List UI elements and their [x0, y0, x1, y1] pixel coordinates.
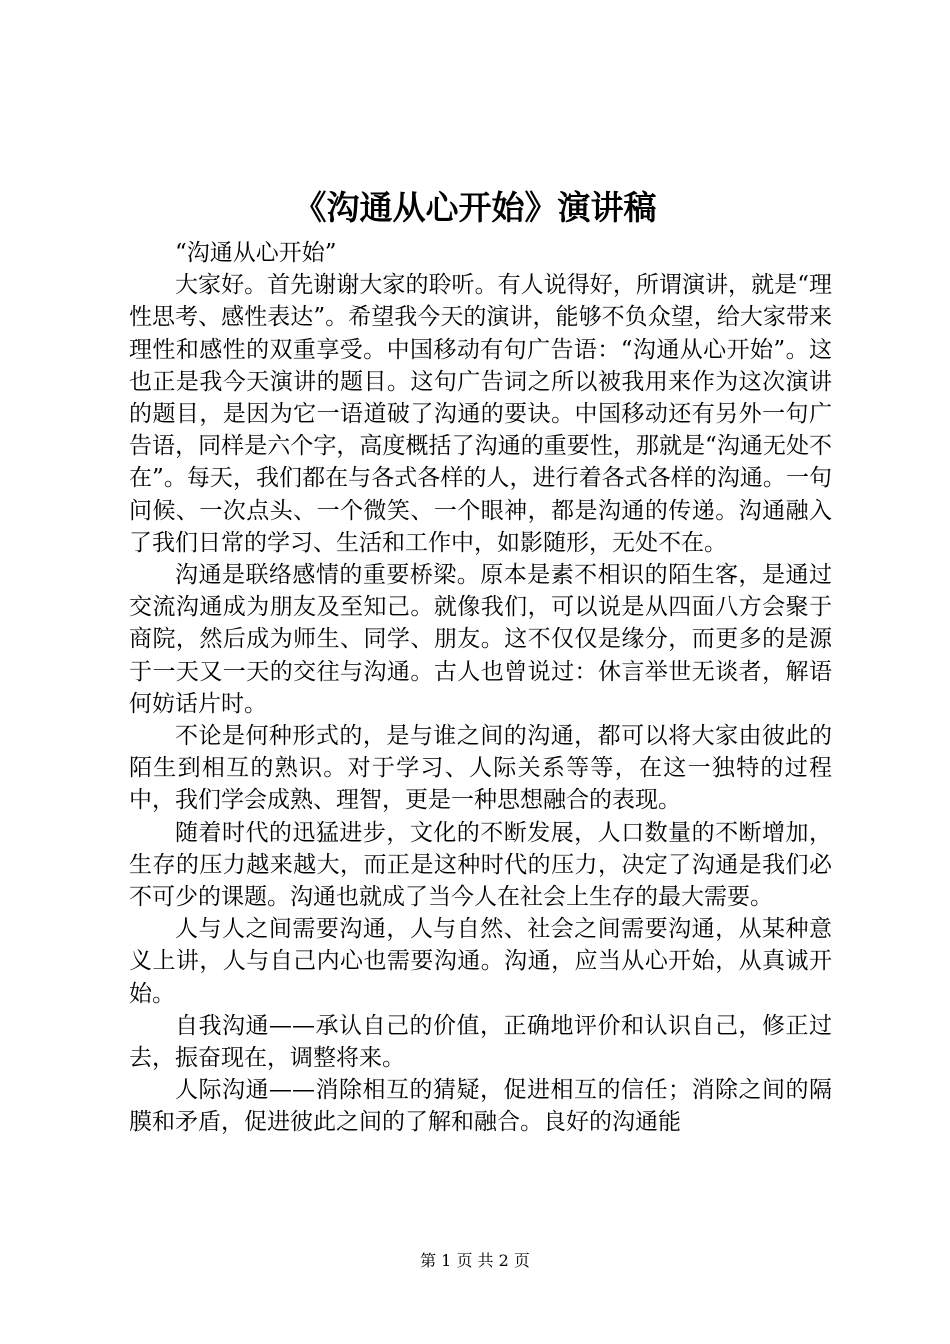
document-title: 《沟通从心开始》演讲稿 — [293, 188, 657, 227]
paragraph: 随着时代的迅猛进步，文化的不断发展，人口数量的不断增加，生存的压力越来越大，而正是这种时代的压力，决定了沟通是我们必不可少的课题。沟通也就成了当今人在社会上生存的最大需要。 — [129, 819, 832, 911]
paragraph-subtitle: “沟通从心开始” — [175, 240, 337, 266]
paragraph: 自我沟通——承认自己的价值，正确地评价和认识自己，修正过去，振奋现在，调整将来。 — [129, 1012, 832, 1072]
paragraph: 沟通是联络感情的重要桥梁。原本是素不相识的陌生客，是通过交流沟通成为朋友及至知己。就像我们，可以说是从四面八方会聚于商院，然后成为师生、同学、朋友。这不仅仅是缘分，而更多的是源于一天又一天的交往与沟通。古人也曾说过：休言举世无谈者，解语何妨话片时。 — [129, 562, 832, 717]
paragraph: 大家好。首先谢谢大家的聆听。有人说得好，所谓演讲，就是“理性思考、感性表达”。希望我今天的演讲，能够不负众望，给大家带来理性和感性的双重享受。中国移动有句广告语：“沟通从心开始”。这也正是我今天演讲的题目。这句广告词之所以被我用来作为这次演讲的题目，是因为它一语道破了沟通的要诀。中国移动还有另外一句广告语，同样是六个字，高度概括了沟通的重要性，那就是“沟通无处不在”。每天，我们都在与各式各样的人，进行着各式各样的沟通。一句问候、一次点头、一个微笑、一个眼神，都是沟通的传递。沟通融入了我们日常的学习、生活和工作中，如影随形，无处不在。 — [129, 272, 832, 556]
paragraph: 人际沟通——消除相互的猜疑，促进相互的信任；消除之间的隔膜和矛盾，促进彼此之间的了解和融合。良好的沟通能 — [129, 1077, 832, 1136]
paragraph: 人与人之间需要沟通，人与自然、社会之间需要沟通，从某种意义上讲，人与自己内心也需要沟通。沟通，应当从心开始，从真诚开始。 — [129, 916, 832, 1007]
document-body — [129, 237, 832, 1139]
paragraph: 不论是何种形式的，是与谁之间的沟通，都可以将大家由彼此的陌生到相互的熟识。对于学习、人际关系等等，在这一独特的过程中，我们学会成熟、理智，更是一种思想融合的表现。 — [129, 723, 832, 814]
page-footer: 第 1 页 共 2 页 — [420, 1251, 530, 1270]
